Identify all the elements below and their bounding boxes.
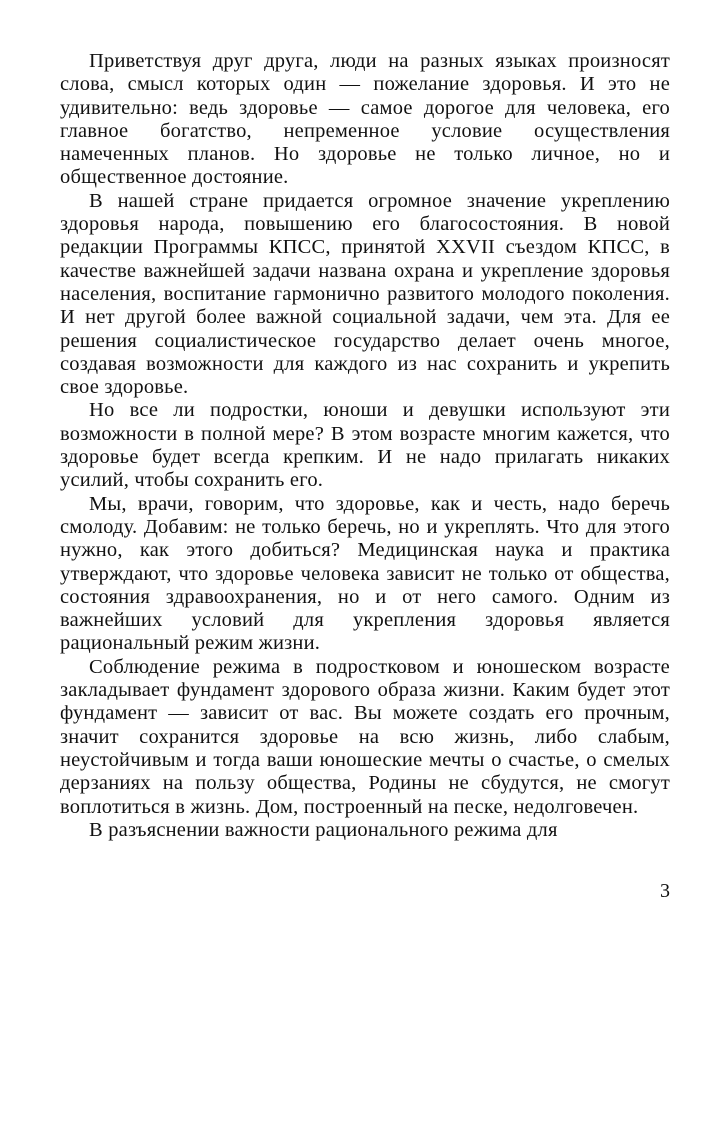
page-number: 3 bbox=[660, 880, 670, 902]
paragraph-3: Но все ли подростки, юноши и девушки используют эти возможности в полной мере? В этом возрасте многим кажется, что здоровье будет всегда крепким. И не надо прилагать никаких усилий, чтобы сохранить его. bbox=[60, 399, 670, 492]
paragraph-2: В нашей стране придается огромное значение укреплению здоровья народа, повышению его благосостояния. В новой редакции Программы КПСС, принятой XXVII съездом КПСС, в качестве важнейшей задачи названа охрана и укрепление здоровья населения, воспитание гармонично развитого молодого поколения. И нет другой более важной социальной задачи, чем эта. Для ее решения социалистическое государство делает очень многое, создавая возможности для каждого из нас сохранить и укрепить свое здоровье. bbox=[60, 189, 670, 399]
paragraph-5: Соблюдение режима в подростковом и юношеском возрасте закладывает фундамент здорового образа жизни. Каким будет этот фундамент — зависит от вас. Вы можете создать его прочным, значит сохранится здоровье на всю жизнь, либо слабым, неустойчивым и тогда ваши юношеские мечты о счастье, о смелых дерзаниях на пользу общества, Родины не сбудутся, не смогут воплотиться в жизнь. Дом, построенный на песке, недолговечен. bbox=[60, 655, 670, 818]
page-body bbox=[60, 50, 670, 842]
paragraph-6: В разъяснении важности рационального режима для bbox=[89, 818, 558, 841]
paragraph-1: Приветствуя друг друга, люди на разных языках произносят слова, смысл которых один — пожелание здоровья. И это не удивительно: ведь здоровье — самое дорогое для человека, его главное богатство, непременное условие осуществления намеченных планов. Но здоровье не только личное, но и общественное достояние. bbox=[60, 50, 670, 189]
paragraph-4: Мы, врачи, говорим, что здоровье, как и честь, надо беречь смолоду. Добавим: не только беречь, но и укреплять. Что для этого нужно, как этого добиться? Медицинская наука и практика утверждают, что здоровье человека зависит не только от общества, состояния здравоохранения, но и от него самого. Одним из важнейших условий для укрепления здоровья является рациональный режим жизни. bbox=[60, 492, 670, 655]
